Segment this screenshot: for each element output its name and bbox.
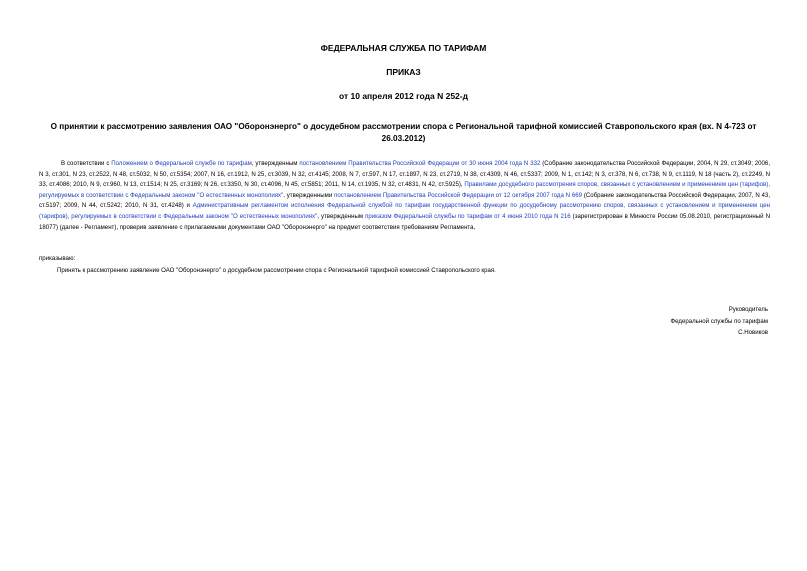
link-administrative-regulation[interactable]: Административным регламентом исполнения Федеральной службой по тарифам государственной функции по досудебному рассмотрению споров, связанных с установлением и применением цен (тарифов), регулируемых в соответствии с Федеральным законом "О естественных монополиях"	[39, 202, 770, 220]
link-government-decree-669[interactable]: постановлением Правительства Российской Федерации от 12 октября 2007 года N 669	[334, 191, 583, 199]
link-fst-order-216[interactable]: приказом Федеральной службы по тарифам от 4 июня 2010 года N 216	[365, 212, 571, 220]
preamble-text: (Собрание законодательства Российской Федерации, 2007, N 43, ст.5197; 2009, N 44, ст.5242; 2010, N 31, ст.4248) и	[39, 191, 771, 210]
preamble-text: , утвержденными	[283, 191, 335, 199]
preamble-text: , утвержденным	[317, 212, 366, 220]
orders-label: приказываю:	[39, 255, 76, 262]
decision-text: Принять к рассмотрению заявление ОАО "Оборонэнерго" о досудебном рассмотрении спора с Региональной тарифной комиссией Ставропольского края.	[57, 267, 496, 274]
link-government-decree-332[interactable]: постановлением Правительства Российской Федерации от 30 июня 2004 года N 332	[299, 160, 541, 167]
preamble-text: (Собрание законодательства Российской Федерации, 2004, N 29, ст.3049; 2006, N 3, ст.301, N 23, ст.2522, N 48, ст.5032, N 50, ст.5354; 2007, N 16, ст.1912, N 25, ст.3039, N 32, ст.4145; 2008, N 7, ст.597, N 17, ст.1897, N 23, ст.2719, N 38, ст.4309, N 46, ст.5337; 2009, N 1, ст.142; N 3, ст.378, N 6, ст.738, N 9, ст.1119, N 18 (часть 2), ст.2249, N 33, ст.4086; 2010, N 9, ст.960, N 13, ст.1514; N 25, ст.3169; N 26, ст.3350, N 30, ст.4096, N 45, ст.5851; 2011, N 14, ст.1935, N 32, ст.4831, N 42, ст.5925),	[39, 160, 771, 189]
preamble-text: , утвержденным	[251, 160, 300, 167]
agency-heading: ФЕДЕРАЛЬНАЯ СЛУЖБА ПО ТАРИФАМ	[320, 43, 487, 53]
signature-position: Руководитель	[728, 306, 768, 313]
order-heading: ПРИКАЗ	[386, 67, 421, 77]
signature-name: С.Новиков	[738, 329, 768, 336]
preamble-paragraph	[39, 159, 770, 233]
document-title: О принятии к рассмотрению заявления ОАО "Оборонэнерго" о досудебном рассмотрении спора с Региональной тарифной комиссией Ставропольского края (вх. N 4-723 от 26.03.2012)	[50, 122, 757, 143]
link-dispute-rules[interactable]: Правилами досудебного рассмотрения споров, связанных с установлением и применением цен (тарифов), регулируемых в соответствии с Федеральным законом "О естественных монополиях"	[39, 181, 771, 199]
order-date-number: от 10 апреля 2012 года N 252-д	[339, 91, 468, 101]
signature-organization: Федеральной службы по тарифам	[670, 318, 768, 325]
preamble-text: В соответствии с	[61, 160, 112, 167]
link-fst-regulation[interactable]: Положением о Федеральной службе по тарифам	[111, 160, 252, 167]
preamble-text: (зарегистрирован в Минюсте России 05.08.2010, регистрационный N 18077) (далее - Регламент), проверив заявление с прилагаемыми документами ОАО "Оборонэнерго" на предмет соответствия требованиям Регламента,	[39, 212, 770, 231]
